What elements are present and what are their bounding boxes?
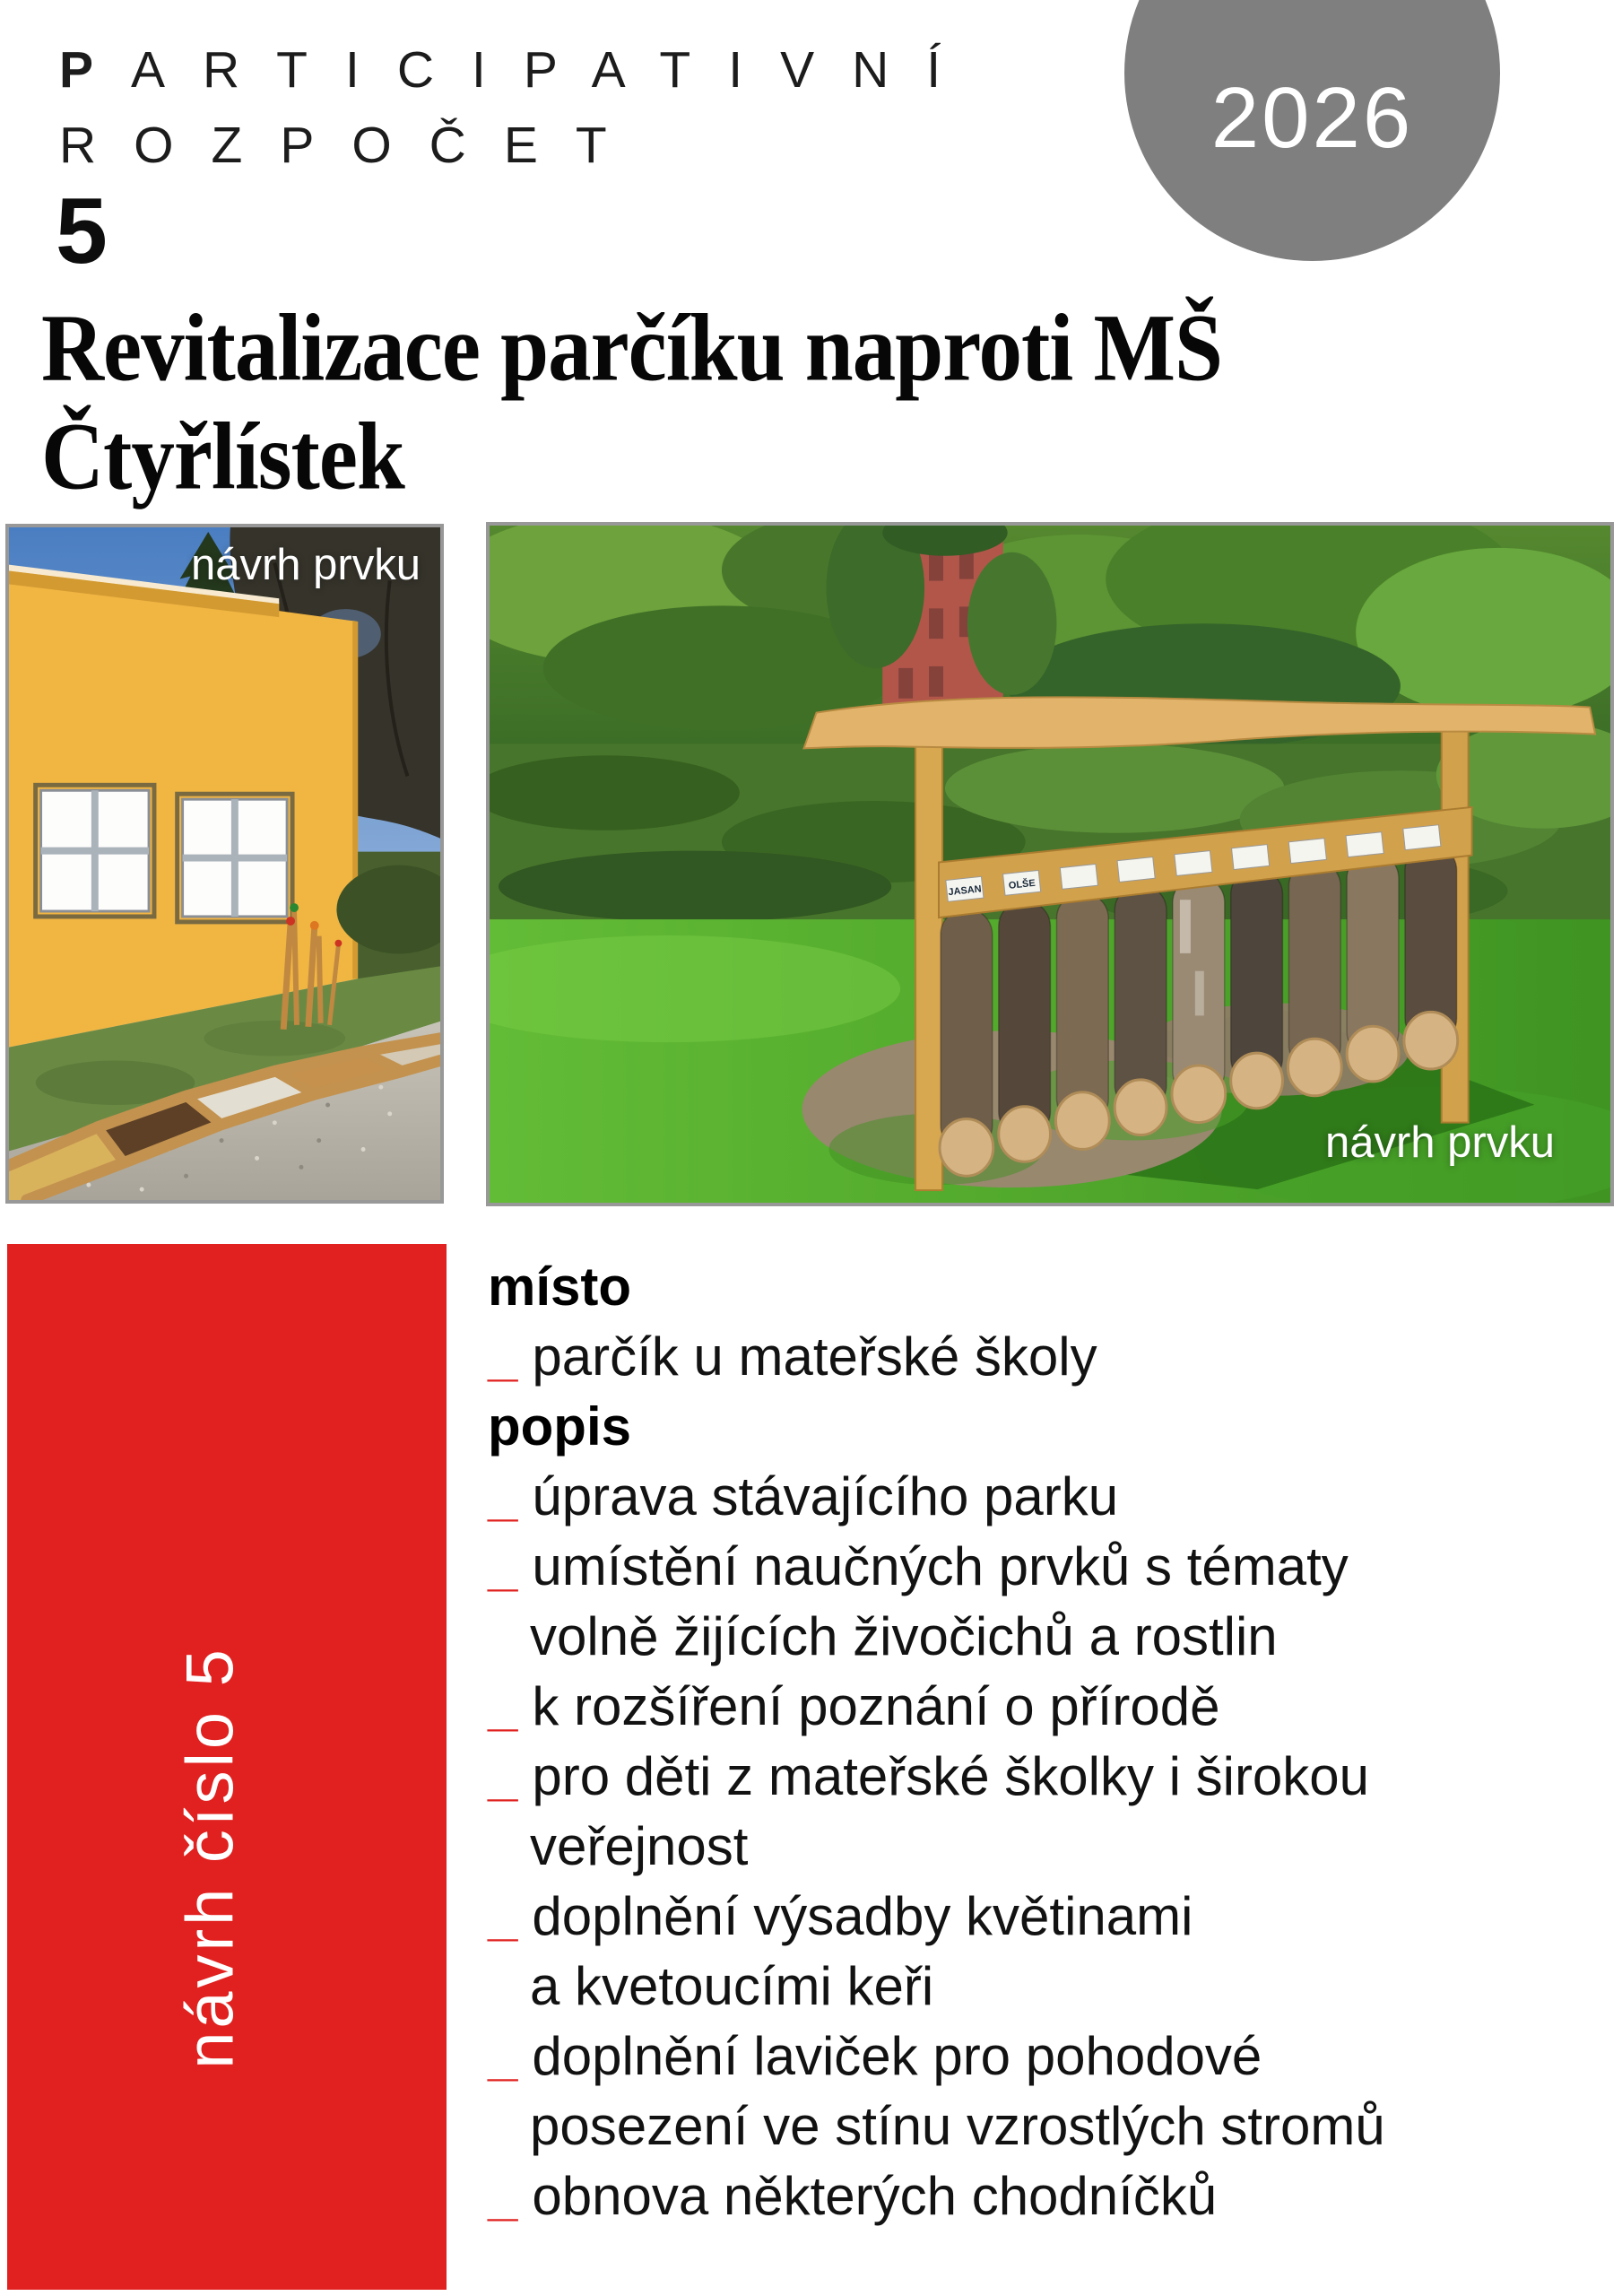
section-heading-popis: popis <box>488 1396 631 1457</box>
list-item <box>488 1882 1619 1952</box>
list-item-text: volně žijících živočichů a rostlin <box>530 1606 1278 1666</box>
list-item-text: doplnění laviček pro pohodové <box>532 2026 1262 2086</box>
program-name-line1 <box>59 32 978 108</box>
program-line1-rest: ARTICIPATIVNÍ <box>131 41 979 99</box>
program-name <box>59 32 978 183</box>
list-item-text: parčík u mateřské školy <box>532 1326 1097 1387</box>
list-item-continuation <box>488 1812 1619 1882</box>
program-initial: P <box>59 41 132 99</box>
list-item-text: doplnění výsadby květinami <box>532 1886 1193 1946</box>
bullet-dash: _ <box>488 1326 518 1387</box>
bullet-dash: _ <box>488 1676 518 1736</box>
list-item-continuation <box>488 2092 1619 2161</box>
list-item-text: pro děti z mateřské školky i širokou <box>532 1746 1370 1806</box>
bullet-dash: _ <box>488 1886 518 1946</box>
bullet-dash: _ <box>488 1466 518 1526</box>
photo-overlay-label: návrh prvku <box>190 541 421 589</box>
list-item-text: umístění naučných prvků s tématy <box>532 1536 1349 1596</box>
list-item-text: obnova některých chodníčků <box>532 2166 1218 2226</box>
list-item-continuation <box>488 1602 1619 1672</box>
list-item <box>488 2161 1619 2231</box>
proposal-number: 5 <box>56 179 108 283</box>
bullet-dash: _ <box>488 1746 518 1806</box>
list-item <box>488 1532 1619 1602</box>
list-item-text: k rozšíření poznání o přírodě <box>532 1676 1220 1736</box>
list-item <box>488 2022 1619 2092</box>
list-item <box>488 1672 1619 1742</box>
photo-overlay-label: návrh prvku <box>1324 1118 1555 1167</box>
photo-sensory-path <box>5 524 444 1204</box>
list-item <box>488 1322 1619 1392</box>
list-item <box>488 1742 1619 1812</box>
bullet-dash: _ <box>488 1536 518 1596</box>
bullet-dash: _ <box>488 2166 518 2226</box>
log-label: JASAN <box>947 883 983 899</box>
list-item <box>488 1462 1619 1532</box>
list-item-text: úprava stávajícího parku <box>532 1466 1119 1526</box>
log-label: OLŠE <box>1008 877 1037 891</box>
left-post <box>915 735 942 1190</box>
proposal-sidebar <box>7 1244 447 2290</box>
log-element-illustration <box>490 526 1610 1203</box>
program-name-line2: ROZPOČET <box>59 117 645 174</box>
photo-log-element <box>486 522 1614 1206</box>
proposal-vertical-label: návrh číslo 5 <box>172 1646 247 2069</box>
page-title: Revitalizace parčíku naproti MŠ Čtyřlístek <box>41 295 1223 509</box>
list-item-text: posezení ve stínu vzrostlých stromů <box>530 2096 1385 2156</box>
sensory-path-illustration <box>9 527 440 1200</box>
section-heading-misto: místo <box>488 1257 632 1317</box>
window <box>36 785 154 917</box>
list-item-text: veřejnost <box>530 1816 749 1876</box>
bullet-dash: _ <box>488 2026 518 2086</box>
window <box>178 794 292 922</box>
year-badge-label: 2026 <box>1210 70 1414 166</box>
year-badge-circle <box>1124 0 1500 261</box>
list-item-continuation <box>488 1952 1619 2022</box>
proposal-details <box>488 1252 1619 2231</box>
list-item-text: a kvetoucími keři <box>530 1956 934 2016</box>
